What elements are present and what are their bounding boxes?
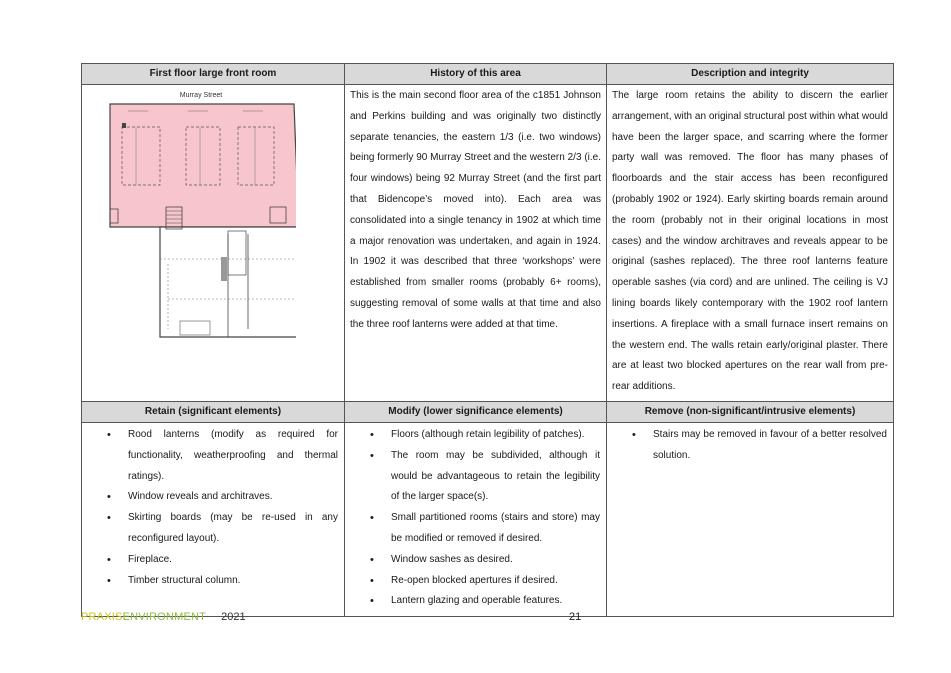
list-item: • Window reveals and architraves.	[82, 487, 338, 508]
header-room: First floor large front room	[82, 64, 345, 85]
history-text: This is the main second floor area of the c1851 Johnson and Perkins building and was originally two distinctly separate tenancies, the eastern 1/3 (i.e. two windows) being formerly 90 Murray Street and the western 2/3 (i.e. four windows) being 92 Murray Street (and the first part that Bidencope’s moved into). Each area was consolidated into a single tenancy in 1902 at which time a major renovation was undertaken, and again in 1924. In 1902 it was described that three ‘workshops’ were established from smaller rooms (probably 6+ rooms), suggesting removal of some walls at that time and also the three roof lanterns were added at that time.	[350, 90, 601, 330]
modify-list	[345, 423, 606, 616]
floor-plan-drawing	[108, 89, 296, 339]
header-remove: Remove (non-significant/intrusive elements)	[607, 401, 894, 422]
list-item: • Re-open blocked apertures if desired.	[345, 571, 600, 592]
description-text: The large room retains the ability to discern the earlier arrangement, with an original structural post within what would have been the larger space, and scarring where the former party wall was removed. The floor has many phases of floorboards and the stair access has been reconfigured (probably 1902 or 1924). Early skirting boards remain around the room (probably not in their original locations in most cases) and the window architraves and reveals appear to be original (sashes replaced). The three roof lanterns feature operable sashes (via cord) and are unlined. The ceiling is VJ lining boards likely contemporary with the 1902 roof lantern insertions. A fireplace with a small furnace insert remains on the western end. The walls retain early/original plaster. There are at least two blocked apertures on the rear wall from pre-rear additions.	[612, 90, 888, 393]
history-cell	[345, 85, 607, 402]
list-item: • Fireplace.	[82, 550, 338, 571]
brand-environment: ENVIRONMENT	[122, 611, 207, 623]
retain-list	[82, 423, 344, 595]
page-number: 21	[569, 611, 582, 623]
list-item: • Stairs may be removed in favour of a better resolved solution.	[607, 425, 887, 467]
heritage-assessment-table	[81, 63, 894, 617]
list-item: • Skirting boards (may be re-used in any reconfigured layout).	[82, 508, 338, 550]
list-item: • Floors (although retain legibility of patches).	[345, 425, 600, 446]
list-item: • Lantern glazing and operable features.	[345, 591, 600, 612]
content-row-1	[82, 85, 894, 402]
list-item: • Small partitioned rooms (stairs and store) may be modified or removed if desired.	[345, 508, 600, 550]
header-history: History of this area	[345, 64, 607, 85]
header-description: Description and integrity	[607, 64, 894, 85]
header-modify: Modify (lower significance elements)	[345, 401, 607, 422]
header-row-1	[82, 64, 894, 85]
remove-cell	[607, 422, 894, 616]
list-item: • Window sashes as desired.	[345, 550, 600, 571]
retain-cell	[82, 422, 345, 616]
description-cell	[607, 85, 894, 402]
footer-brand	[81, 611, 246, 623]
list-item: • The room may be subdivided, although it would be advantageous to retain the legibility of the larger space(s).	[345, 446, 600, 508]
plan-highlight-room	[110, 104, 296, 227]
header-retain: Retain (significant elements)	[82, 401, 345, 422]
plan-structural-post	[122, 123, 126, 128]
plan-street-label: Murray Street	[179, 92, 223, 99]
remove-list	[607, 423, 893, 471]
content-row-2	[82, 422, 894, 616]
modify-cell	[345, 422, 607, 616]
footer-year: 2021	[221, 611, 246, 623]
floor-plan-cell	[82, 85, 345, 402]
plan-rear-column	[221, 257, 227, 281]
list-item: • Timber structural column.	[82, 571, 338, 592]
brand-praxis: PRAXIS	[81, 611, 123, 623]
header-row-2	[82, 401, 894, 422]
list-item: • Rood lanterns (modify as required for functionality, weatherproofing and thermal ratings).	[82, 425, 338, 487]
